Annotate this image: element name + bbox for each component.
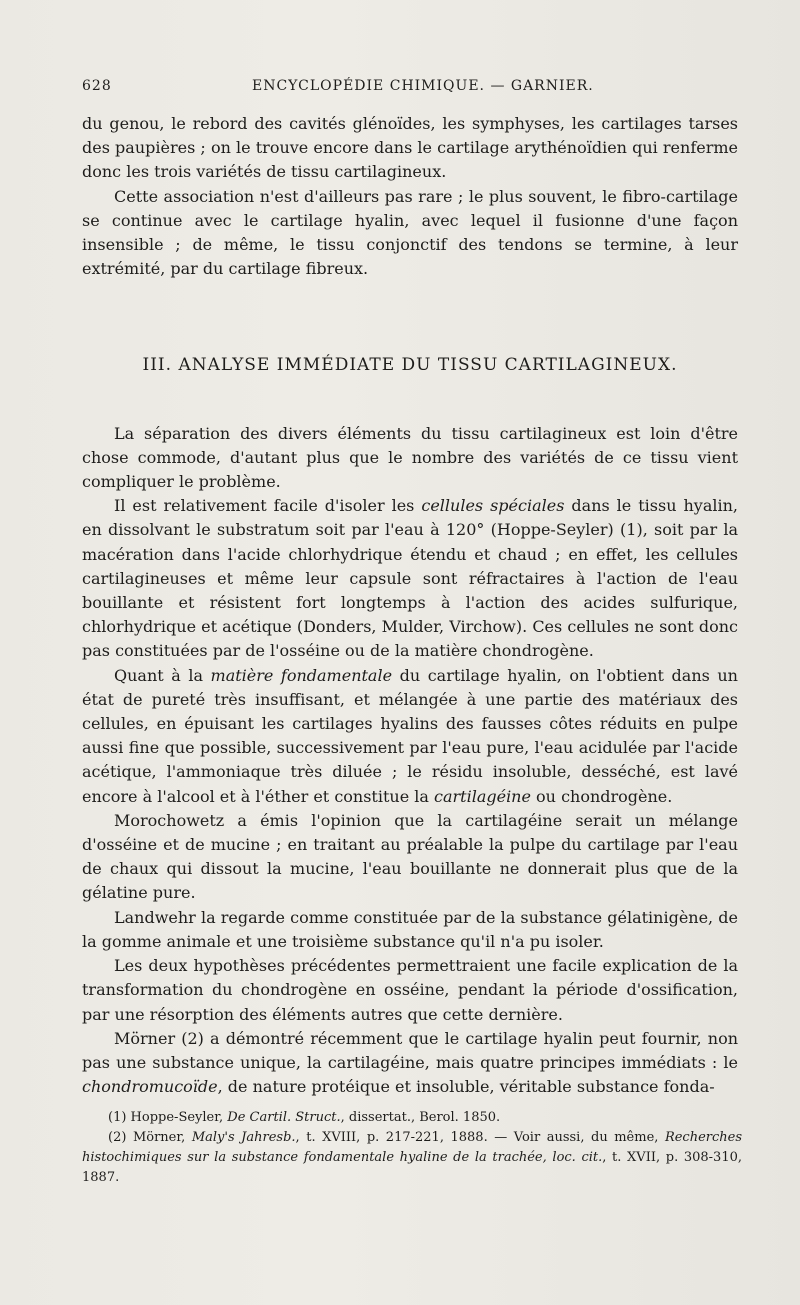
footnote-2: (2) Mörner, Maly's Jahresb., t. XVIII, p. 217-221, 1888. — Voir aussi, du même, Recherches histochimiques sur la substance fondamentale hyaline de la trachée, loc. cit., t. XVII, p. 308-310, 1887. <box>82 1130 743 1185</box>
page-number: 628 <box>82 78 112 94</box>
paragraph-landwehr: Landwehr la regarde comme constituée par de la substance gélatinigène, de la gomme animale et une troisième substance qu'il n'a pu isoler. <box>82 907 738 951</box>
paragraph-hypotheses: Les deux hypothèses précédentes permettraient une facile explication de la transformation du chondrogène en osséine, pendant la période d'ossification, par une résorption des éléments autres que cette dernière. <box>82 956 738 1024</box>
paragraph-morner: Mörner (2) a démontré récemment que le cartilage hyalin peut fournir, non pas une substance unique, la cartilagéine, mais quatre principes immédiats : le chondromucoïde, de nature protéique et insoluble, véritable substance fonda- <box>82 1028 738 1097</box>
paragraph-morochowetz: Morochowetz a émis l'opinion que la cartilagéine serait un mélange d'osséine et de mucine ; en traitant au préalable la pulpe du cartilage par l'eau de chaux qui dissout la mucine, l'eau bouillante ne donnerait plus que de la gélatine pure. <box>82 810 738 903</box>
footnotes <box>82 1108 742 1188</box>
footnote-1: (1) Hoppe-Seyler, De Cartil. Struct., dissertat., Berol. 1850. <box>108 1110 501 1125</box>
main-text <box>82 112 738 1099</box>
paragraph-separation: La séparation des divers éléments du tissu cartilagineux est loin d'être chose commode, d'autant plus que le nombre des variétés de ce tissu vient compliquer le problème. <box>82 423 738 492</box>
paragraph-cellules: Il est relativement facile d'isoler les cellules spéciales dans le tissu hyalin, en dissolvant le substratum soit par l'eau à 120° (Hoppe-Seyler) (1), soit par la macération dans l'acide chlorhydrique étendu et chaud ; en effet, les cellules cartilagineuses et même leur capsule sont réfractaires à l'action de l'eau bouillante et résistent fort longtemps à l'action des acides sulfurique, chlorhydrique et acétique (Donders, Mulder, Virchow). Ces cellules ne sont donc pas constituées par de l'osséine ou de la matière chondrogène. <box>82 496 738 661</box>
paragraph-matiere: Quant à la matière fondamentale du cartilage hyalin, on l'obtient dans un état de pureté très insuffisant, et mélangée à une partie des matériaux des cellules, en épuisant les cartilages hyalins des fausses côtes réduits en pulpe aussi fine que possible, successivement par l'eau pure, l'eau acidulée par l'acide acétique, l'ammoniaque très diluée ; le résidu insoluble, desséché, est lavé encore à l'alcool et à l'éther et constitue la cartilagéine ou chondrogène. <box>82 665 738 806</box>
paragraph-continued: du genou, le rebord des cavités glénoïdes, les symphyses, les cartilages tarses des paupières ; on le trouve encore dans le cartilage arythénoïdien qui renferme donc les trois variétés de tissu cartilagineux. <box>82 114 738 182</box>
paragraph-association: Cette association n'est d'ailleurs pas rare ; le plus souvent, le fibro-cartilage se continue avec le cartilage hyalin, avec lequel il fusionne d'une façon insensible ; de même, le tissu conjonctif des tendons se termine, à leur extrémité, par du cartilage fibreux. <box>82 186 738 279</box>
section-heading: III. ANALYSE IMMÉDIATE DU TISSU CARTILAGINEUX. <box>142 355 678 376</box>
running-title: ENCYCLOPÉDIE CHIMIQUE. — GARNIER. <box>252 78 594 94</box>
